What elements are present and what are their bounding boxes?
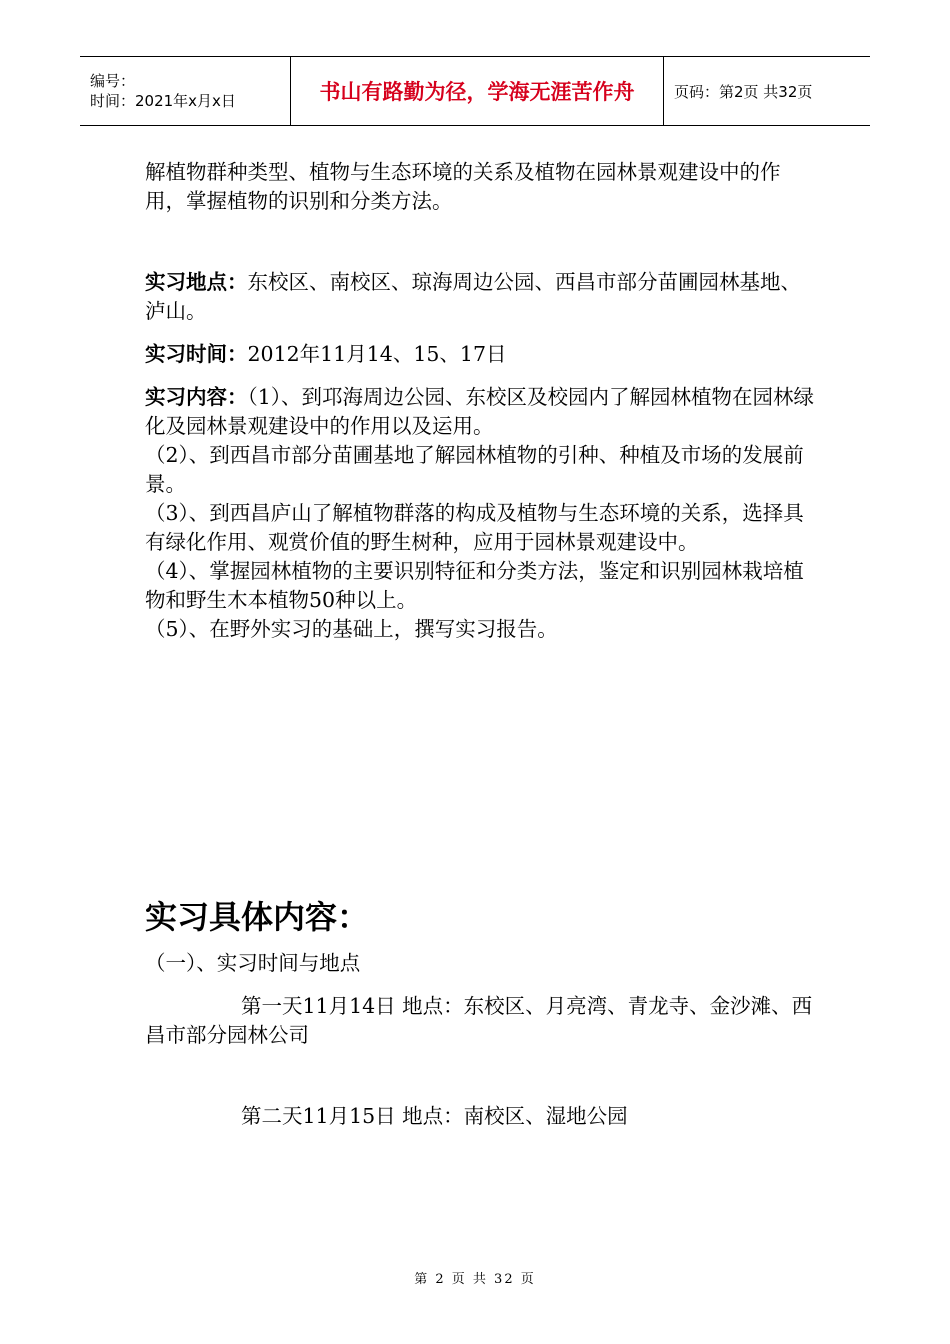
intro-paragraph: 解植物群种类型、植物与生态环境的关系及植物在园林景观建设中的作用，掌握植物的识别和分类方法。 [145,160,781,213]
content-label: 实习内容： [145,385,248,409]
content-item-4: （4）、掌握园林植物的主要识别特征和分类方法，鉴定和识别园林栽培植物和野生木本植物50种以上。 [145,559,804,612]
location-text: 东校区、南校区、琼海周边公园、西昌市部分苗圃园林基地、泸山。 [145,270,801,323]
time-text: 2012年11月14、15、17日 [247,342,507,366]
time-label: 实习时间： [145,342,248,366]
document-body [145,158,815,644]
serial-label: 编号： [90,72,136,90]
header-meta [80,57,290,125]
content-item-2: （2）、到西昌市部分苗圃基地了解园林植物的引种、种植及市场的发展前景。 [145,443,804,496]
location-paragraph [145,268,815,326]
content-item-5: （5）、在野外实习的基础上，撰写实习报告。 [145,617,558,641]
details-heading: 实习具体内容： [145,898,370,936]
details-subheading: （一）、实习时间与地点 [145,951,361,975]
header-page-info: 页码：第2页 共32页 [674,82,813,101]
page-header [80,56,870,126]
date-label: 时间：2021年x月x日 [90,92,236,110]
content-paragraph [145,383,815,441]
time-paragraph [145,340,815,369]
details-section [145,895,825,1131]
location-label: 实习地点： [145,270,248,294]
page-footer: 第 2 页 共 32 页 [414,1272,536,1287]
content-item-3: （3）、到西昌庐山了解植物群落的构成及植物与生态环境的关系，选择具有绿化作用、观赏价值的野生树种，应用于园林景观建设中。 [145,501,804,554]
content-item-1: （1）、到邛海周边公园、东校区及校园内了解园林植物在园林绿化及园林景观建设中的作用以及运用。 [145,385,815,438]
header-motto: 书山有路勤为径，学海无涯苦作舟 [290,57,664,125]
day1-paragraph: 第一天11月14日 地点：东校区、月亮湾、青龙寺、金沙滩、西昌市部分园林公司 [145,994,813,1047]
day2-paragraph: 第二天11月15日 地点：南校区、湿地公园 [241,1104,628,1128]
